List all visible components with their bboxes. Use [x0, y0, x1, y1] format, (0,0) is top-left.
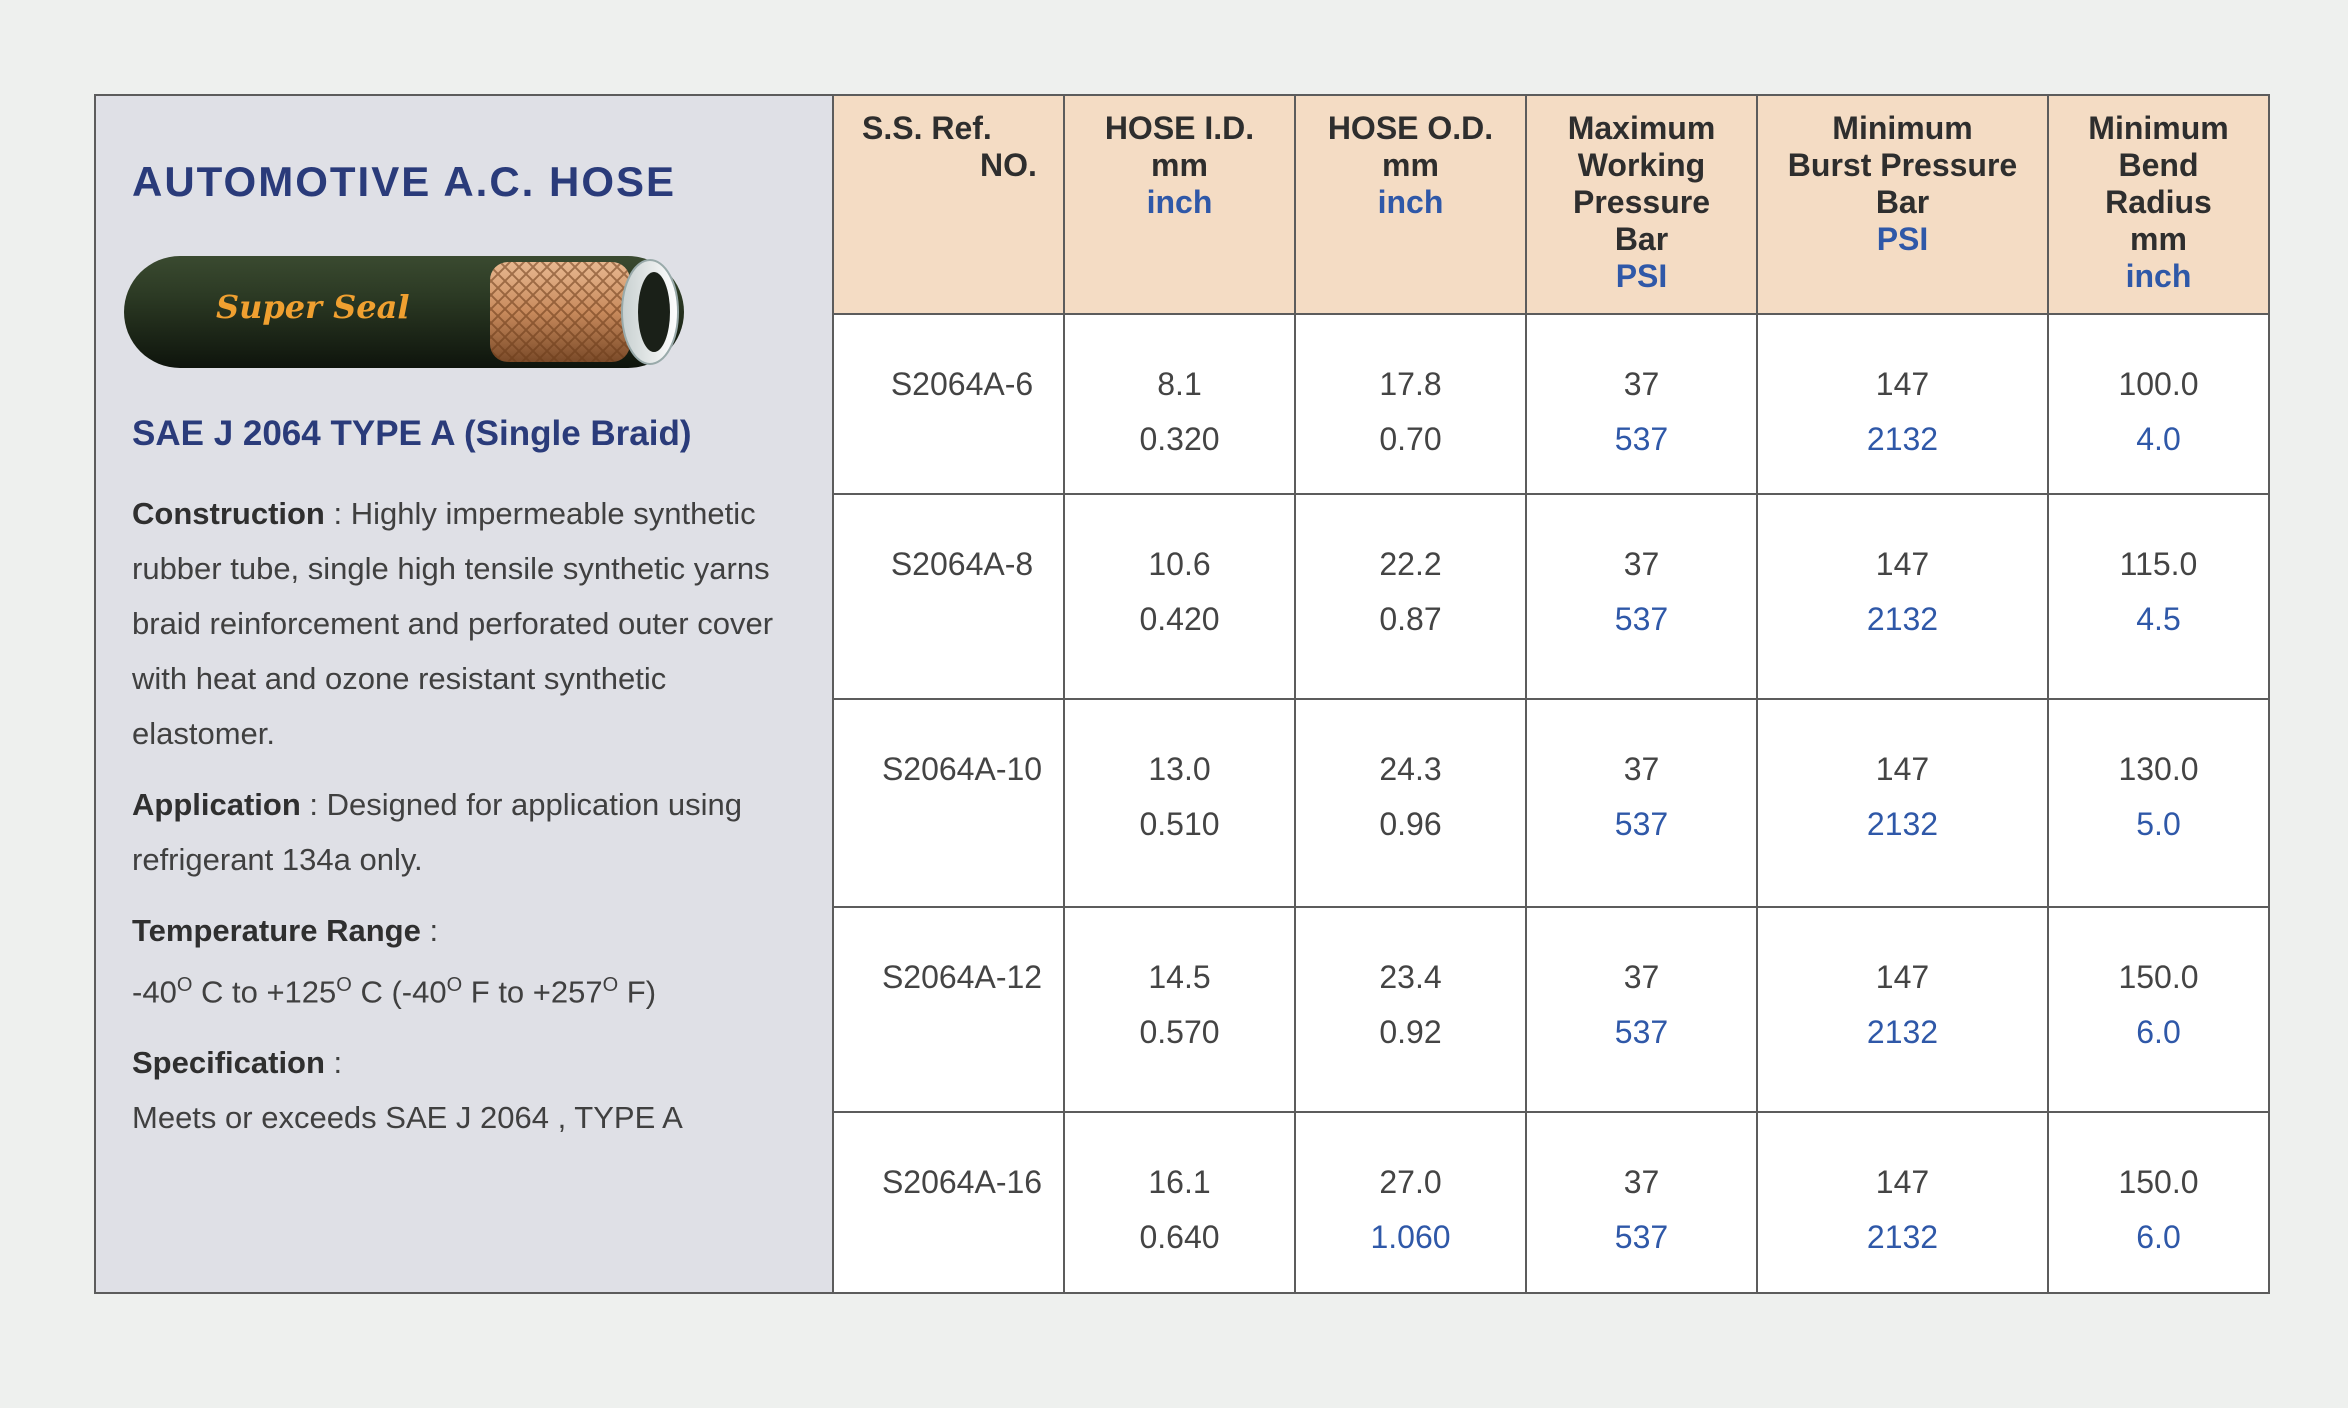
header-line: Bar: [1614, 221, 1669, 257]
product-subtitle: SAE J 2064 TYPE A (Single Braid): [132, 414, 692, 453]
temp-part: C to +125: [192, 974, 337, 1010]
value-psi: 537: [1614, 1014, 1669, 1050]
value-inch: 1.060: [1370, 1219, 1451, 1255]
value-psi: 537: [1614, 601, 1669, 637]
temperature-label: Temperature Range: [132, 913, 421, 948]
header-line: mm: [2130, 221, 2187, 257]
value-inch: 4.5: [2136, 601, 2181, 637]
value-psi: 2132: [1866, 601, 1939, 637]
value-mm: 150.0: [2118, 959, 2199, 995]
col-header-bend-radius: [2048, 96, 2268, 314]
application-label: Application: [132, 787, 301, 822]
cell-ref: S2064A-16: [834, 1112, 1064, 1292]
value-mm: 150.0: [2118, 1164, 2199, 1200]
temp-part: C (-40: [351, 974, 447, 1010]
specification-text: Meets or exceeds SAE J 2064 , TYPE A: [132, 1100, 683, 1136]
construction-text: : Highly impermeable synthetic rubber tube, single high tensile synthetic yarns braid reinforcement and perforated outer cover with heat and ozone resistant synthetic elastomer.: [132, 496, 774, 751]
degree-mark: O: [602, 974, 619, 996]
cell-bend-radius: [2048, 907, 2268, 1112]
value-inch: 0.96: [1379, 806, 1442, 842]
value-inch: 5.0: [2136, 806, 2181, 842]
cell-bend-radius: [2048, 314, 2268, 494]
cell-burst-pressure: [1757, 1112, 2048, 1292]
cell-working-pressure: [1526, 314, 1757, 494]
specification-section: [132, 1035, 812, 1145]
product-description: [132, 486, 812, 1161]
cell-hose-id: [1064, 314, 1295, 494]
col-header-burst-pressure: [1757, 96, 2048, 314]
value-bar: 147: [1875, 546, 1930, 582]
header-line: mm: [1382, 147, 1439, 183]
application-section: [132, 777, 812, 887]
construction-section: [132, 486, 812, 761]
table-row: [834, 907, 2268, 1112]
cell-hose-od: [1295, 699, 1526, 907]
col-header-hose-od: [1295, 96, 1526, 314]
header-line: Pressure: [1573, 184, 1710, 220]
value-mm: 13.0: [1148, 751, 1211, 787]
cell-burst-pressure: [1757, 699, 2048, 907]
value-inch: 6.0: [2136, 1014, 2181, 1050]
cell-bend-radius: [2048, 1112, 2268, 1292]
value-mm: 24.3: [1379, 751, 1442, 787]
spec-table: [834, 96, 2268, 1292]
table-row: [834, 494, 2268, 699]
value-inch: 0.640: [1139, 1219, 1220, 1255]
value-psi: 537: [1614, 421, 1669, 457]
specification-sep: :: [324, 1045, 343, 1081]
cell-burst-pressure: [1757, 907, 2048, 1112]
cell-working-pressure: [1526, 699, 1757, 907]
value-inch: 0.320: [1139, 421, 1220, 457]
value-bar: 37: [1623, 751, 1660, 787]
cell-hose-od: [1295, 907, 1526, 1112]
cell-working-pressure: [1526, 494, 1757, 699]
value-inch: 0.87: [1379, 601, 1442, 637]
table-row: [834, 314, 2268, 494]
value-inch: 4.0: [2136, 421, 2181, 457]
value-mm: 8.1: [1157, 366, 1202, 402]
header-line: NO.: [980, 147, 1037, 183]
value-inch: 0.70: [1379, 421, 1442, 457]
header-unit: inch: [2125, 258, 2192, 294]
construction-label: Construction: [132, 496, 325, 531]
header-unit: PSI: [1615, 258, 1668, 294]
header-line: HOSE I.D.: [1104, 110, 1255, 146]
value-mm: 22.2: [1379, 546, 1442, 582]
header-line: Working: [1577, 147, 1706, 183]
cell-burst-pressure: [1757, 314, 2048, 494]
header-unit: inch: [1377, 184, 1444, 220]
degree-mark: O: [446, 974, 463, 996]
value-psi: 2132: [1866, 1014, 1939, 1050]
header-line: S.S. Ref.: [862, 110, 992, 146]
cell-ref: S2064A-10: [834, 699, 1064, 907]
col-header-ref: [834, 96, 1064, 314]
col-header-working-pressure: [1526, 96, 1757, 314]
product-title: AUTOMOTIVE A.C. HOSE: [132, 158, 677, 205]
cell-ref: S2064A-12: [834, 907, 1064, 1112]
application-text: : Designed for application using refrigerant 134a only.: [132, 787, 742, 877]
value-psi: 2132: [1866, 1219, 1939, 1255]
cell-ref: S2064A-8: [834, 494, 1064, 699]
degree-mark: O: [336, 974, 352, 996]
value-mm: 17.8: [1379, 366, 1442, 402]
value-bar: 37: [1623, 546, 1660, 582]
value-inch: 0.570: [1139, 1014, 1220, 1050]
value-mm: 115.0: [2119, 546, 2198, 582]
value-inch: 0.92: [1379, 1014, 1442, 1050]
brand-logo-text: Super Seal: [216, 288, 410, 326]
cell-burst-pressure: [1757, 494, 2048, 699]
value-mm: 130.0: [2118, 751, 2199, 787]
value-psi: 537: [1614, 806, 1669, 842]
cell-ref: S2064A-6: [834, 314, 1064, 494]
value-mm: 10.6: [1148, 546, 1211, 582]
header-line: Minimum: [1832, 110, 1973, 146]
temp-part: -40: [132, 974, 177, 1010]
degree-mark: O: [176, 974, 193, 996]
temp-part: F): [618, 974, 657, 1010]
cell-hose-od: [1295, 314, 1526, 494]
cell-hose-id: [1064, 699, 1295, 907]
header-line: Burst Pressure: [1787, 147, 2018, 183]
table-header-row: [834, 96, 2268, 314]
cell-bend-radius: [2048, 699, 2268, 907]
header-unit: inch: [1146, 184, 1213, 220]
temperature-section: [132, 903, 812, 1019]
value-bar: 147: [1875, 751, 1930, 787]
cell-hose-id: [1064, 907, 1295, 1112]
specification-label: Specification: [132, 1045, 325, 1081]
value-inch: 0.510: [1139, 806, 1220, 842]
value-mm: 23.4: [1379, 959, 1442, 995]
header-line: Bend: [2118, 147, 2199, 183]
value-bar: 37: [1623, 366, 1660, 402]
header-line: Bar: [1875, 184, 1930, 220]
cell-hose-id: [1064, 494, 1295, 699]
table-row: [834, 1112, 2268, 1292]
table-row: [834, 699, 2268, 907]
temperature-value: [132, 958, 812, 1019]
header-unit: PSI: [1876, 221, 1929, 257]
value-bar: 147: [1875, 1164, 1930, 1200]
header-line: Radius: [2105, 184, 2212, 220]
hose-image: [120, 246, 700, 376]
value-mm: 27.0: [1379, 1164, 1442, 1200]
col-header-hose-id: [1064, 96, 1295, 314]
header-line: Minimum: [2088, 110, 2229, 146]
cell-hose-od: [1295, 494, 1526, 699]
temp-part: F to +257: [462, 974, 603, 1010]
spec-sheet: [94, 94, 2270, 1294]
value-bar: 147: [1875, 959, 1930, 995]
value-bar: 37: [1623, 1164, 1660, 1200]
value-inch: 0.420: [1139, 601, 1220, 637]
value-bar: 37: [1623, 959, 1660, 995]
product-panel: [96, 96, 834, 1292]
value-bar: 147: [1875, 366, 1930, 402]
header-line: Maximum: [1567, 110, 1716, 146]
cell-hose-od: [1295, 1112, 1526, 1292]
spec-table-panel: [834, 96, 2268, 1292]
value-psi: 537: [1614, 1219, 1669, 1255]
value-mm: 14.5: [1148, 959, 1211, 995]
cell-bend-radius: [2048, 494, 2268, 699]
temperature-sep: :: [420, 913, 439, 948]
header-line: HOSE O.D.: [1327, 110, 1494, 146]
header-line: mm: [1151, 147, 1208, 183]
value-psi: 2132: [1866, 421, 1939, 457]
cell-hose-id: [1064, 1112, 1295, 1292]
cell-working-pressure: [1526, 1112, 1757, 1292]
value-mm: 16.1: [1148, 1164, 1211, 1200]
value-psi: 2132: [1866, 806, 1939, 842]
cell-working-pressure: [1526, 907, 1757, 1112]
value-inch: 6.0: [2136, 1219, 2181, 1255]
value-mm: 100.0: [2118, 366, 2199, 402]
